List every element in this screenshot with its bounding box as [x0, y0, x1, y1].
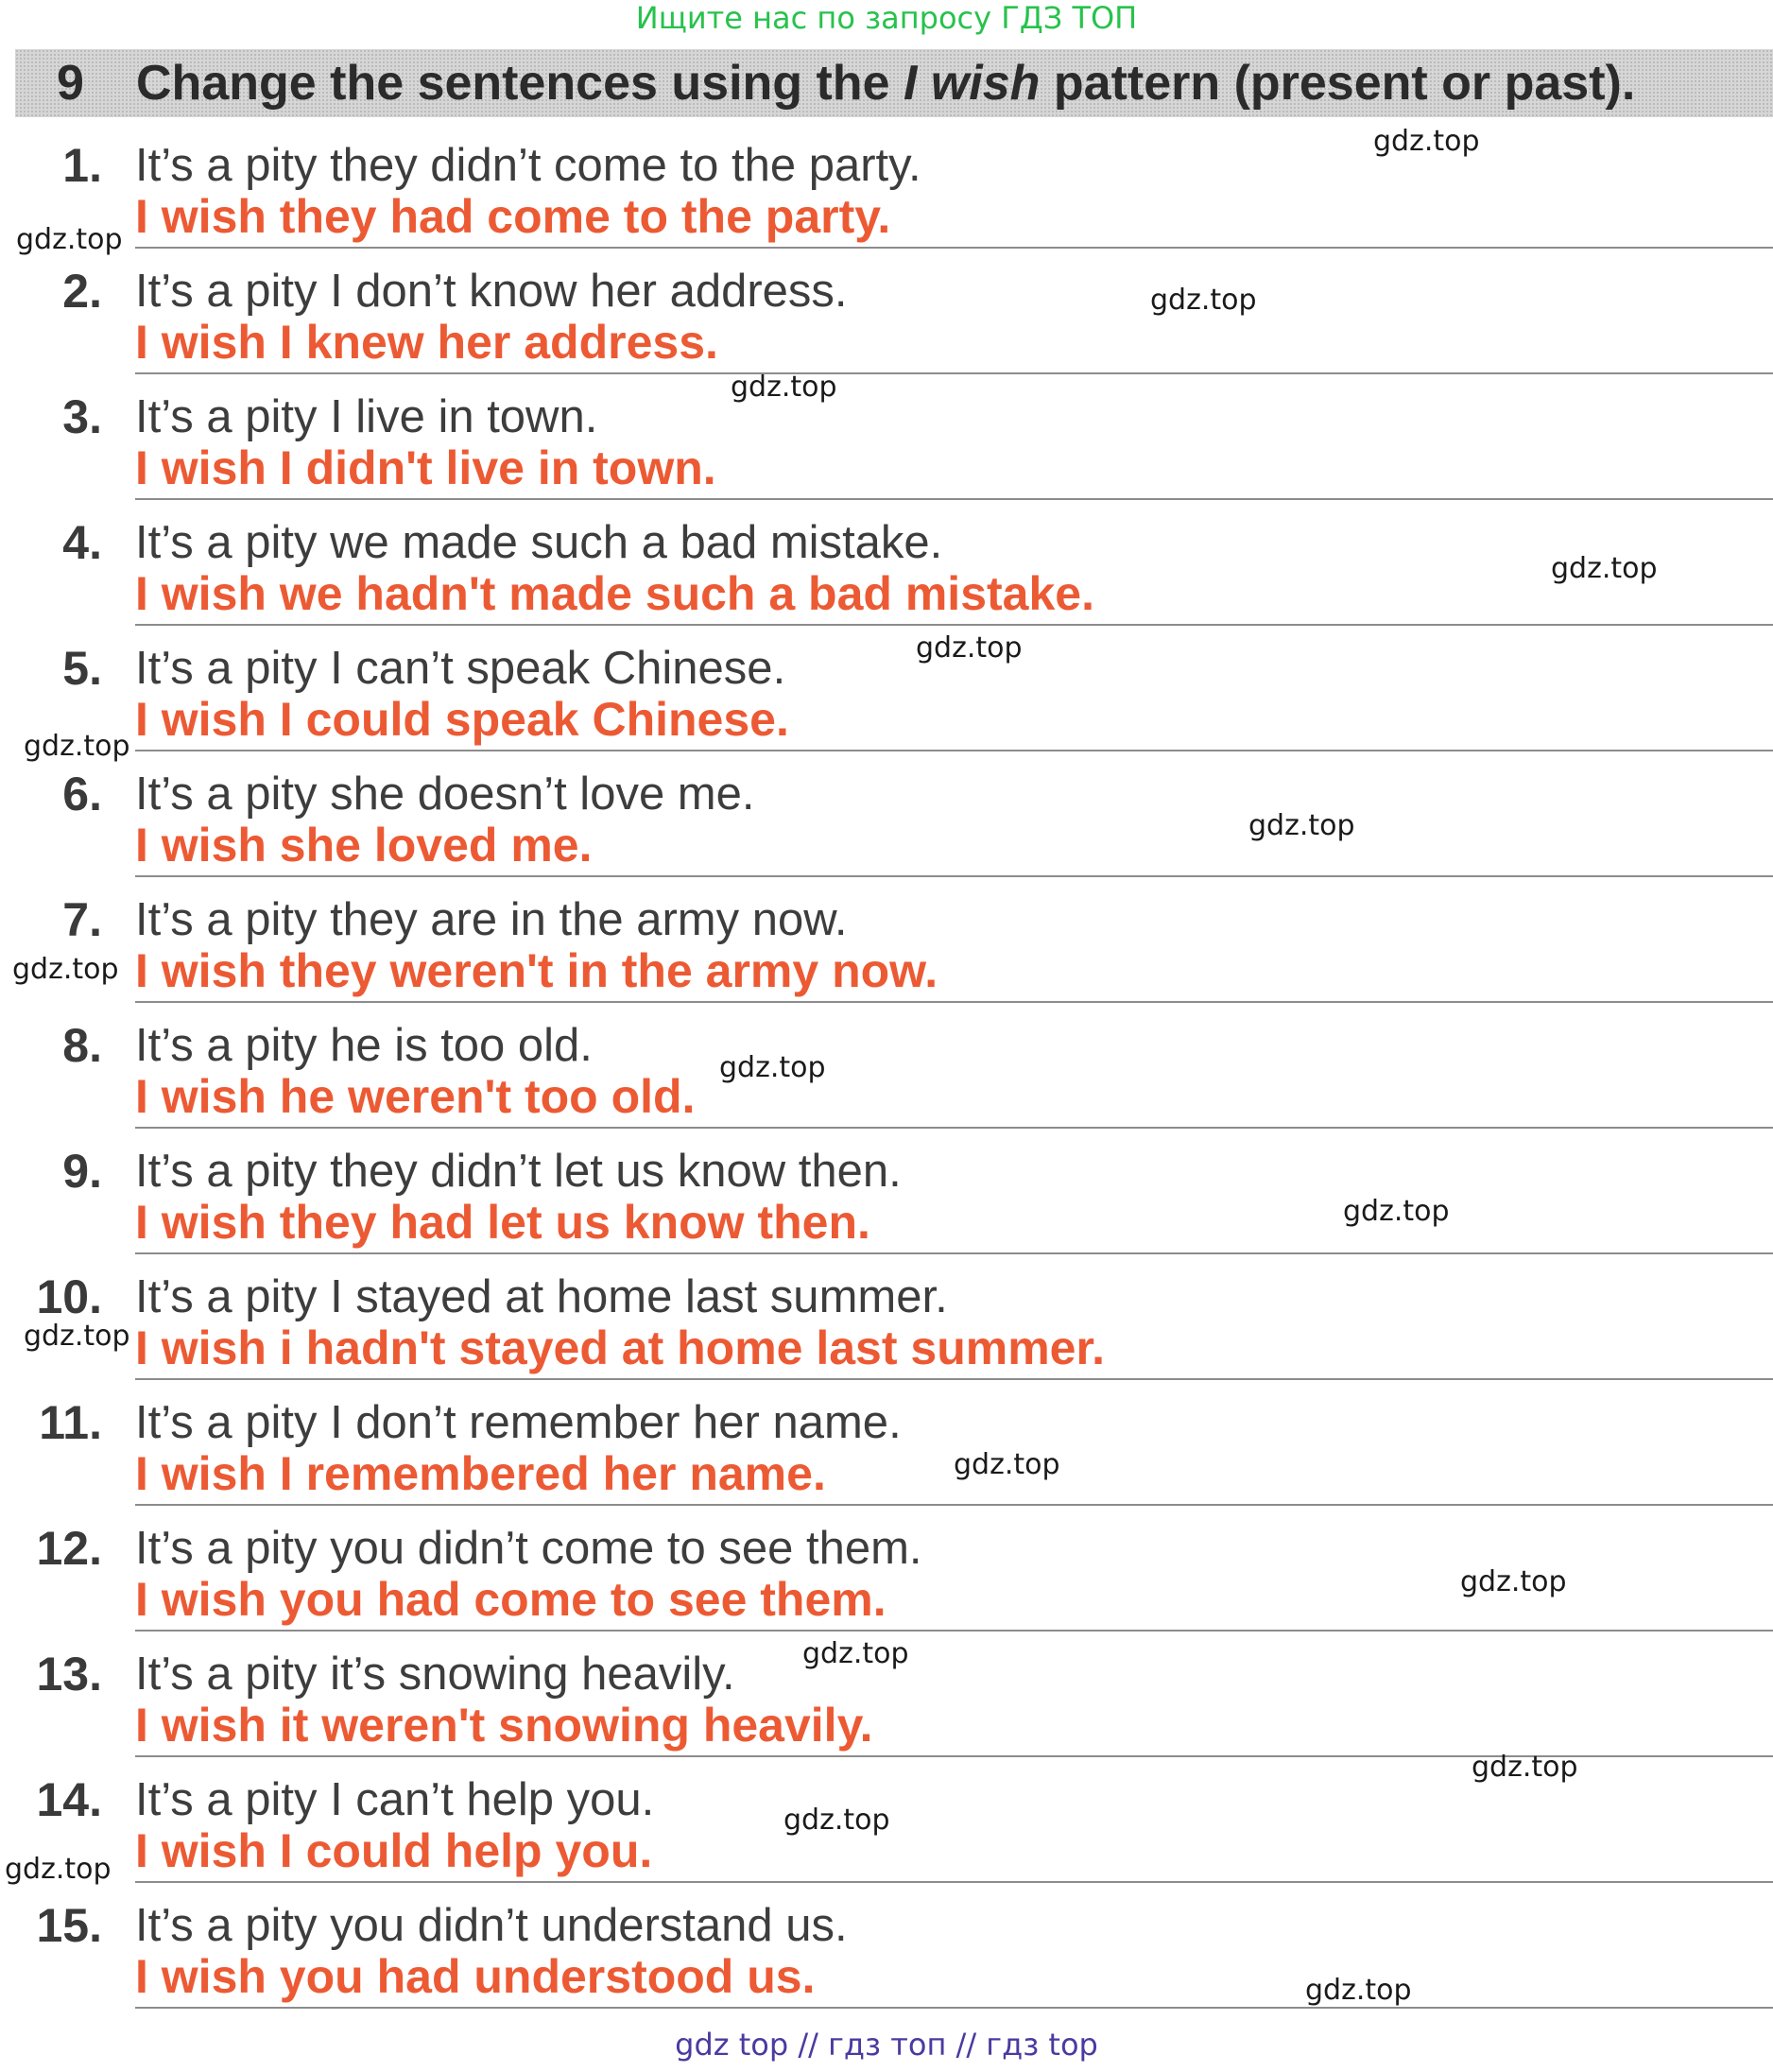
item-number: 4.: [62, 516, 102, 569]
watermark: gdz.top: [1248, 809, 1355, 842]
exercise-item-8: [0, 1017, 1773, 1143]
item-prompt: It’s a pity I can’t help you.: [135, 1774, 655, 1825]
item-prompt: It’s a pity she doesn’t love me.: [135, 768, 755, 820]
item-number: 14.: [36, 1773, 102, 1826]
watermark: gdz.top: [719, 1051, 826, 1084]
answer-line: [135, 1127, 1773, 1129]
item-answer: I wish I knew her address.: [135, 316, 718, 369]
answer-line: [135, 1252, 1773, 1254]
item-number: 13.: [36, 1648, 102, 1701]
answer-line: [135, 2007, 1773, 2009]
answer-line: [135, 1881, 1773, 1883]
answer-line: [135, 624, 1773, 626]
item-answer: I wish I could speak Chinese.: [135, 693, 789, 746]
item-prompt: It’s a pity I can’t speak Chinese.: [135, 643, 786, 694]
answer-line: [135, 498, 1773, 500]
footer-links: gdz top // гдз топ // гдз top: [675, 2027, 1098, 2063]
answer-line: [135, 1378, 1773, 1380]
item-prompt: It’s a pity they are in the army now.: [135, 894, 848, 945]
exercise-item-7: [0, 891, 1773, 1017]
item-answer: I wish you had come to see them.: [135, 1573, 886, 1626]
top-banner: Ищите нас по запросу ГДЗ ТОП: [635, 0, 1138, 36]
instruction-text-end: pattern (present or past).: [1040, 56, 1636, 111]
item-number: 1.: [62, 139, 102, 192]
exercise-item-10: [0, 1269, 1773, 1394]
item-prompt: It’s a pity I stayed at home last summer.: [135, 1271, 948, 1322]
exercise-item-3: [0, 388, 1773, 514]
exercise-item-4: [0, 514, 1773, 640]
item-number: 11.: [39, 1396, 102, 1449]
watermark: gdz.top: [24, 1320, 130, 1353]
watermark: gdz.top: [1305, 1974, 1412, 2007]
item-prompt: It’s a pity I don’t know her address.: [135, 266, 848, 317]
watermark: gdz.top: [16, 223, 123, 256]
item-number: 5.: [62, 642, 102, 695]
item-answer: I wish he weren't too old.: [135, 1070, 696, 1123]
item-prompt: It’s a pity I live in town.: [135, 391, 598, 442]
exercise-number: 9: [57, 56, 84, 111]
watermark: gdz.top: [1343, 1195, 1450, 1228]
watermark: gdz.top: [783, 1804, 890, 1837]
item-number: 3.: [62, 390, 102, 443]
watermark: gdz.top: [1150, 284, 1257, 317]
exercise-item-15: [0, 1897, 1773, 2023]
watermark: gdz.top: [1551, 552, 1658, 585]
answer-line: [135, 247, 1773, 249]
item-answer: I wish I remembered her name.: [135, 1447, 826, 1500]
item-answer: I wish she loved me.: [135, 819, 593, 872]
watermark: gdz.top: [1472, 1751, 1578, 1784]
exercise-item-2: [0, 263, 1773, 388]
watermark: gdz.top: [731, 371, 837, 404]
item-number: 15.: [36, 1899, 102, 1952]
answer-line: [135, 875, 1773, 877]
watermark: gdz.top: [24, 730, 130, 763]
item-number: 9.: [62, 1145, 102, 1198]
item-answer: I wish they had let us know then.: [135, 1196, 870, 1249]
item-number: 8.: [62, 1019, 102, 1072]
answer-line: [135, 750, 1773, 751]
answer-line: [135, 372, 1773, 374]
item-answer: I wish you had understood us.: [135, 1950, 816, 2003]
item-number: 6.: [62, 768, 102, 820]
item-prompt: It’s a pity they didn’t let us know then.: [135, 1146, 902, 1197]
watermark: gdz.top: [12, 953, 119, 986]
item-answer: I wish they had come to the party.: [135, 190, 891, 243]
exercise-item-9: [0, 1143, 1773, 1269]
answer-line: [135, 1504, 1773, 1506]
watermark: gdz.top: [916, 631, 1023, 665]
watermark: gdz.top: [5, 1853, 112, 1886]
item-answer: I wish they weren't in the army now.: [135, 944, 938, 997]
item-number: 7.: [62, 893, 102, 946]
item-answer: I wish i hadn't stayed at home last summer.: [135, 1321, 1106, 1374]
answer-line: [135, 1630, 1773, 1632]
item-answer: I wish we hadn't made such a bad mistake.: [135, 567, 1094, 620]
item-prompt: It’s a pity he is too old.: [135, 1020, 593, 1071]
exercise-item-11: [0, 1394, 1773, 1520]
watermark: gdz.top: [1460, 1565, 1567, 1598]
item-answer: I wish it weren't snowing heavily.: [135, 1699, 873, 1752]
item-prompt: It’s a pity we made such a bad mistake.: [135, 517, 943, 568]
item-prompt: It’s a pity it’s snowing heavily.: [135, 1649, 735, 1700]
exercise-item-5: [0, 640, 1773, 766]
exercise-item-1: [0, 137, 1773, 263]
instruction-text-pattern: I wish: [903, 56, 1041, 111]
exercise-instruction: [136, 55, 1635, 112]
item-answer: I wish I could help you.: [135, 1824, 653, 1877]
item-prompt: It’s a pity they didn’t come to the party.: [135, 140, 921, 191]
watermark: gdz.top: [1373, 125, 1480, 158]
exercise-item-6: [0, 766, 1773, 891]
watermark: gdz.top: [954, 1448, 1060, 1481]
item-prompt: It’s a pity I don’t remember her name.: [135, 1397, 902, 1448]
exercise-header: [15, 49, 1773, 117]
item-prompt: It’s a pity you didn’t understand us.: [135, 1900, 848, 1951]
item-number: 2.: [62, 265, 102, 318]
item-number: 12.: [36, 1522, 102, 1575]
item-prompt: It’s a pity you didn’t come to see them.: [135, 1523, 922, 1574]
item-answer: I wish I didn't live in town.: [135, 441, 716, 494]
item-number: 10.: [36, 1270, 102, 1323]
instruction-text-start: Change the sentences using the: [136, 56, 904, 111]
answer-line: [135, 1001, 1773, 1003]
watermark: gdz.top: [802, 1637, 909, 1670]
